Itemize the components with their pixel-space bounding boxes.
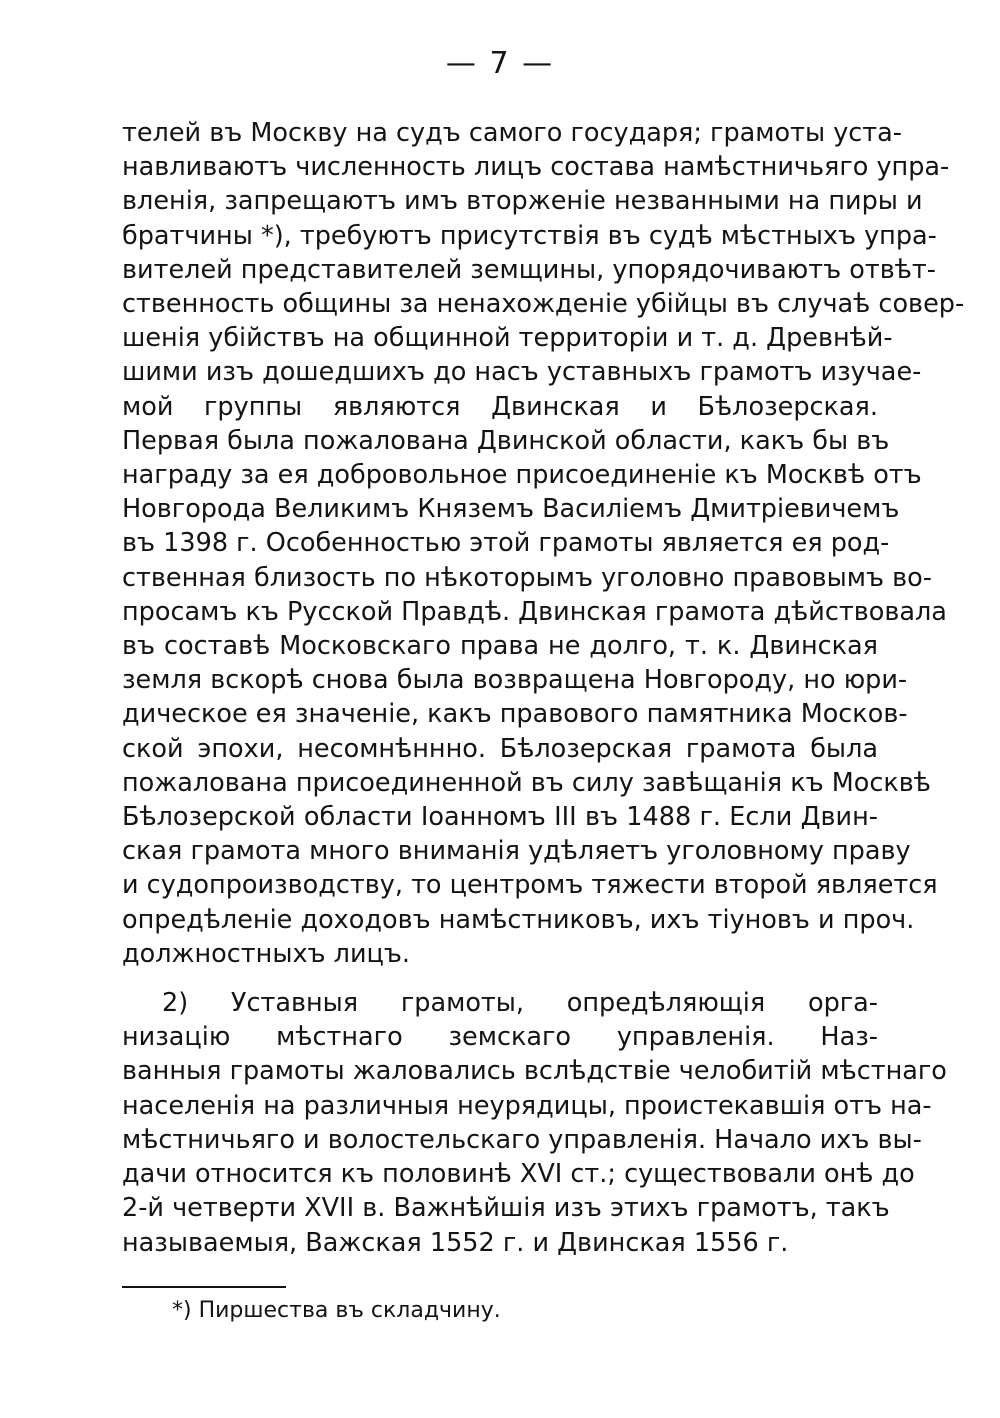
text-line: вителей представителей земщины, упорядочиваютъ отвѣт- — [122, 254, 936, 285]
text-line: называемыя, Важская 1552 г. и Двинская 1556 г. — [122, 1227, 789, 1258]
text-line: Новгорода Великимъ Княземъ Василіемъ Дмитріевичемъ — [122, 494, 900, 525]
text-line: братчины *), требуютъ присутствія въ судѣ мѣстныхъ упра- — [122, 220, 937, 251]
text-line: шими изъ дошедшихъ до насъ уставныхъ грамотъ изучае- — [122, 357, 922, 388]
text-line: вленія, запрещаютъ имъ вторженіе незванными на пиры и — [122, 186, 923, 217]
page-number: — 7 — — [445, 46, 555, 81]
text-line: 2-й четверти XVII в. Важнѣйшія изъ этихъ грамотъ, такъ — [122, 1193, 890, 1224]
text-line: населенія на различныя неурядицы, проистекавшія отъ на- — [122, 1090, 932, 1121]
text-line: ской эпохи, несомнѣннно. Бѣлозерская грамота была — [122, 733, 878, 764]
paragraph-2 — [122, 986, 947, 1260]
footnote-divider — [122, 1286, 286, 1288]
text-line: и судопроизводству, то центромъ тяжести второй является — [122, 870, 938, 901]
text-line: ская грамота много вниманія удѣляетъ уголовному праву — [122, 836, 911, 867]
text-line: пожалована присоединенной въ силу завѣщанія къ Москвѣ — [122, 767, 931, 798]
text-line: низацію мѣстнаго земскаго управленія. Наз- — [122, 1022, 878, 1053]
text-line: Бѣлозерской области Іоанномъ III въ 1488 г. Если Двин- — [122, 802, 878, 833]
text-line: ственность общины за ненахожденіе убійцы въ случаѣ совер- — [122, 289, 965, 320]
paragraph-gap — [122, 971, 878, 986]
text-line: ванныя грамоты жаловались вслѣдствіе челобитій мѣстнаго — [122, 1056, 947, 1087]
text-line: въ составѣ Московскаго права не долго, т. к. Двинская — [122, 631, 878, 662]
text-line: опредѣленіе доходовъ намѣстниковъ, ихъ тіуновъ и проч. — [122, 904, 915, 935]
text-line: дическое ея значеніе, какъ правового памятника Москов- — [122, 699, 908, 730]
text-line: награду за ея добровольное присоединеніе къ Москвѣ отъ — [122, 460, 922, 491]
text-line: 2) Уставныя грамоты, опредѣляющія орга- — [162, 988, 878, 1019]
text-line: Первая была пожалована Двинской области, какъ бы въ — [122, 425, 890, 456]
text-line: мой группы являются Двинская и Бѣлозерская. — [122, 391, 878, 422]
text-line: телей въ Москву на судъ самого государя; грамоты уста- — [122, 118, 902, 148]
text-line: земля вскорѣ снова была возвращена Новгороду, но юри- — [122, 665, 908, 696]
text-line: навливаютъ численность лицъ состава намѣстничьяго упра- — [122, 152, 950, 183]
text-line: дачи относится къ половинѣ XVI ст.; существовали онѣ до — [122, 1159, 915, 1190]
text-line: ственная близость по нѣкоторымъ уголовно правовымъ во- — [122, 562, 932, 593]
text-line: въ 1398 г. Особенностью этой грамоты является ея род- — [122, 528, 890, 559]
text-line: должностныхъ лицъ. — [122, 938, 411, 969]
paragraph-1 — [122, 116, 965, 971]
text-line: шенія убійствъ на общинной территоріи и т. д. Древнѣй- — [122, 323, 893, 354]
main-text — [122, 116, 965, 1260]
text-line: мѣстничьяго и волостельскаго управленія. Начало ихъ вы- — [122, 1124, 922, 1155]
text-line: просамъ къ Русской Правдѣ. Двинская грамота дѣйствовала — [122, 596, 947, 627]
footnote: *) Пиршества въ складчину. — [172, 1298, 501, 1323]
